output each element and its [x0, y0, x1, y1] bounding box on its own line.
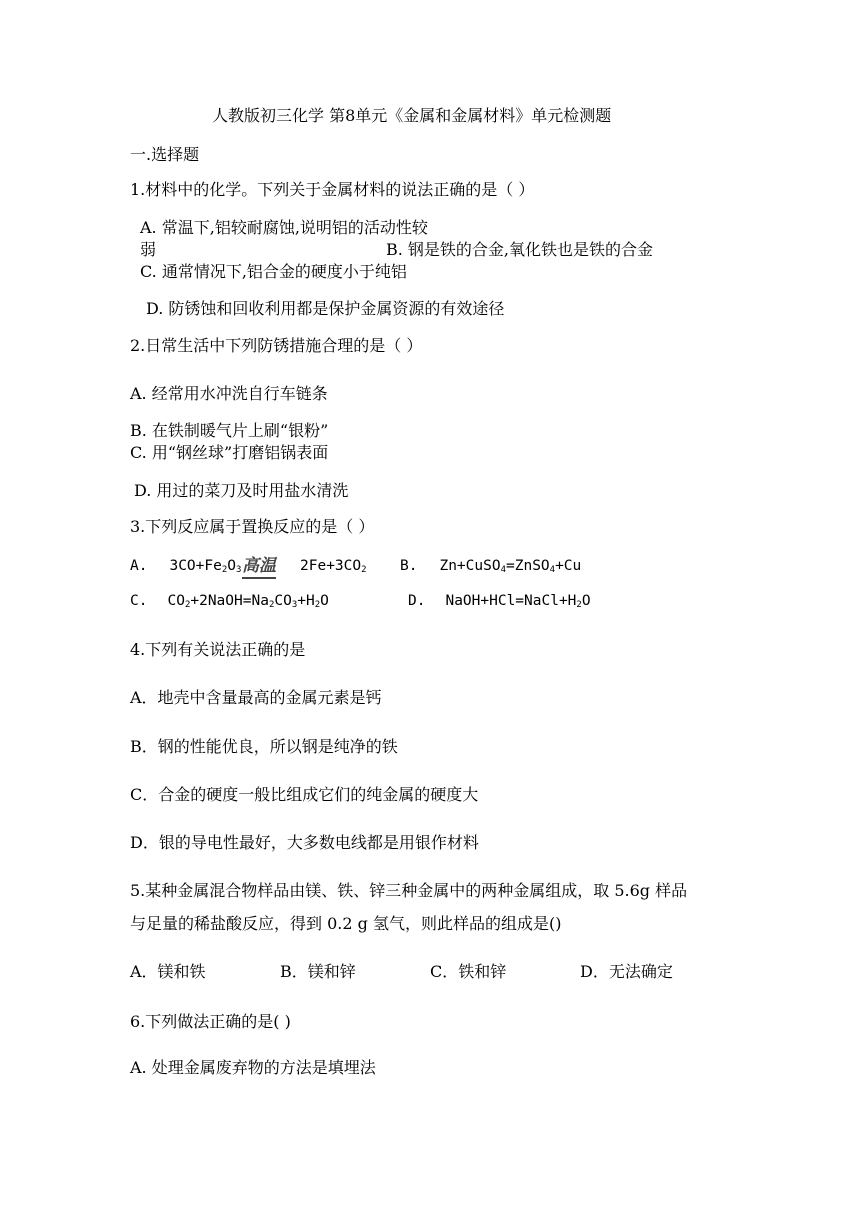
question-1-option-c: C. 通常情况下,铝合金的硬度小于纯铝	[140, 262, 407, 281]
question-6-option-a: A. 处理金属废弃物的方法是填埋法	[130, 1058, 376, 1077]
question-2-stem: 2.日常生活中下列防锈措施合理的是（ ）	[130, 336, 423, 355]
question-2-option-b: B. 在铁制暖气片上刷“银粉”	[130, 421, 329, 440]
question-5-option-a: A．镁和铁	[130, 962, 206, 981]
question-3-option-c: C. $CO_2+2NaOH=Na_2CO_3+H_2O$	[130, 593, 329, 610]
question-6-stem: 6.下列做法正确的是( )	[130, 1012, 291, 1031]
question-3-stem: 3.下列反应属于置换反应的是（ ）	[130, 517, 375, 536]
question-4-option-a: A．地壳中含量最高的金属元素是钙	[130, 688, 382, 707]
section-heading: 一.选择题	[130, 145, 200, 164]
question-1-option-a: A. 常温下,铝较耐腐蚀,说明铝的活动性较	[140, 218, 428, 237]
question-5-option-b: B．镁和锌	[280, 962, 356, 981]
question-2-option-d: D. 用过的菜刀及时用盐水清洗	[134, 481, 349, 500]
question-2-option-c: C. 用“钢丝球”打磨铝锅表面	[130, 443, 329, 462]
question-5-option-c: C．铁和锌	[430, 962, 507, 981]
reaction-condition: 高温	[242, 551, 276, 576]
question-5-option-d: D．无法确定	[580, 962, 673, 981]
document-title: 人教版初三化学 第8单元《金属和金属材料》单元检测题	[212, 106, 612, 125]
question-3-option-b: B. Zn+CuSO$_4$=ZnSO$_4$+Cu	[400, 558, 582, 575]
question-5-stem-line-1: 5.某种金属混合物样品由镁、铁、锌三种金属中的两种金属组成，取 5.6g 样品	[130, 881, 688, 900]
question-4-option-b: B．钢的性能优良，所以钢是纯净的铁	[130, 737, 398, 756]
question-2-option-a: A. 经常用水冲洗自行车链条	[130, 384, 328, 403]
question-3-option-d: D. $NaOH+HCl=NaCl+H_2O$	[408, 593, 591, 610]
question-1-option-a-cont: 弱	[140, 240, 157, 259]
question-4-option-c: C．合金的硬度一般比组成它们的纯金属的硬度大	[130, 785, 479, 804]
question-1-option-d: D. 防锈蚀和回收利用都是保护金属资源的有效途径	[146, 299, 505, 318]
question-5-stem-line-2: 与足量的稀盐酸反应，得到 0.2 g 氢气，则此样品的组成是()	[130, 914, 562, 933]
question-3-option-a	[130, 558, 241, 574]
reactants-a: $3CO+Fe_2O_3$	[169, 558, 242, 575]
question-1-stem: 1.材料中的化学。下列关于金属材料的说法正确的是（ ）	[130, 180, 535, 199]
question-4-option-d: D．银的导电性最好，大多数电线都是用银作材料	[130, 833, 479, 852]
question-4-stem: 4.下列有关说法正确的是	[130, 640, 306, 659]
products-a: $2Fe+3CO_2$	[300, 558, 367, 575]
question-1-option-b: B. 钢是铁的合金,氧化铁也是铁的合金	[386, 240, 654, 259]
option-a-label: A.	[130, 558, 148, 574]
